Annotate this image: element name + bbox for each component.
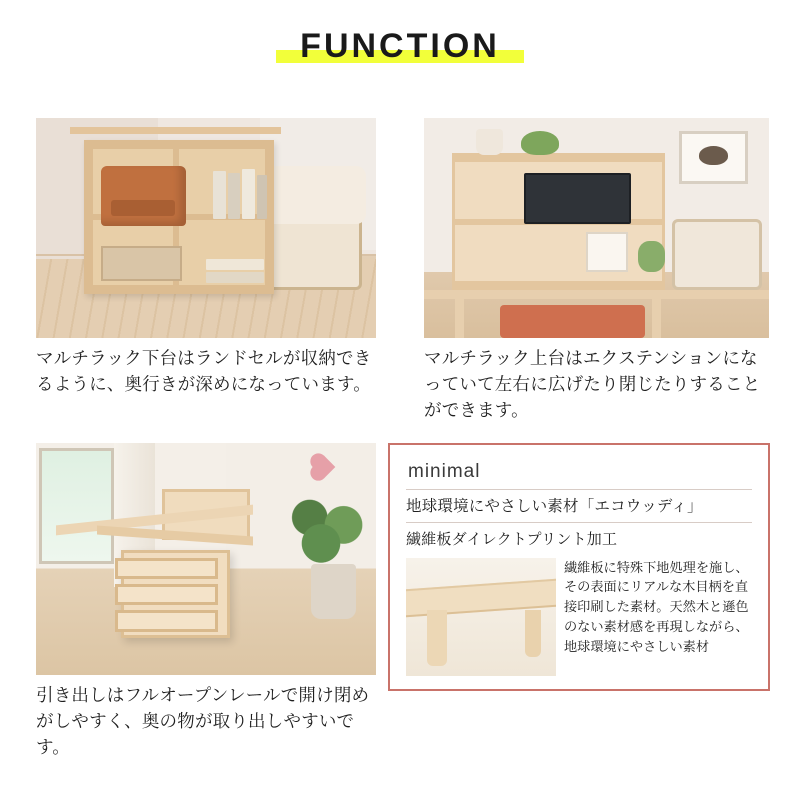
upper-shelf-extension-photo [424,118,769,338]
panel-row-eco [406,489,752,518]
feature-block-1 [36,118,376,398]
shelf-with-rucksack-photo [36,118,376,338]
panel-eco-text: 地球環境にやさしい素材「エコウッディ」 [406,498,703,515]
panel-description: 繊維板に特殊下地処理を施し、その表面にリアルな木目柄を直接印刷した素材。天然木と遜色のない素材感を再現しながら、地球環境にやさしい素材 [564,559,749,654]
feature-caption-3: 引き出しはフルオープンレールで開け閉めがしやすく、奥の物が取り出しやすいです。 [36,685,370,757]
desk-with-drawers-photo [36,443,376,675]
feature-block-3 [36,443,376,761]
page-title-wrap [292,28,508,65]
material-info-panel-block [388,443,770,691]
page-header [0,28,800,65]
feature-caption-1: マルチラック下台はランドセルが収納できるように、奥行きが深めになっています。 [36,348,372,394]
panel-body [406,558,752,676]
desk-corner-closeup [406,558,556,676]
material-info-panel [388,443,770,691]
panel-print-text: 繊維板ダイレクトプリント加工 [406,530,618,548]
page-title: FUNCTION [300,27,500,65]
panel-row-print [406,522,752,550]
feature-caption-2: マルチラック上台はエクステンションになっていて左右に広げたり閉じたりすることができます。 [424,348,761,420]
feature-block-2 [424,118,769,424]
panel-title: minimal [408,461,481,482]
